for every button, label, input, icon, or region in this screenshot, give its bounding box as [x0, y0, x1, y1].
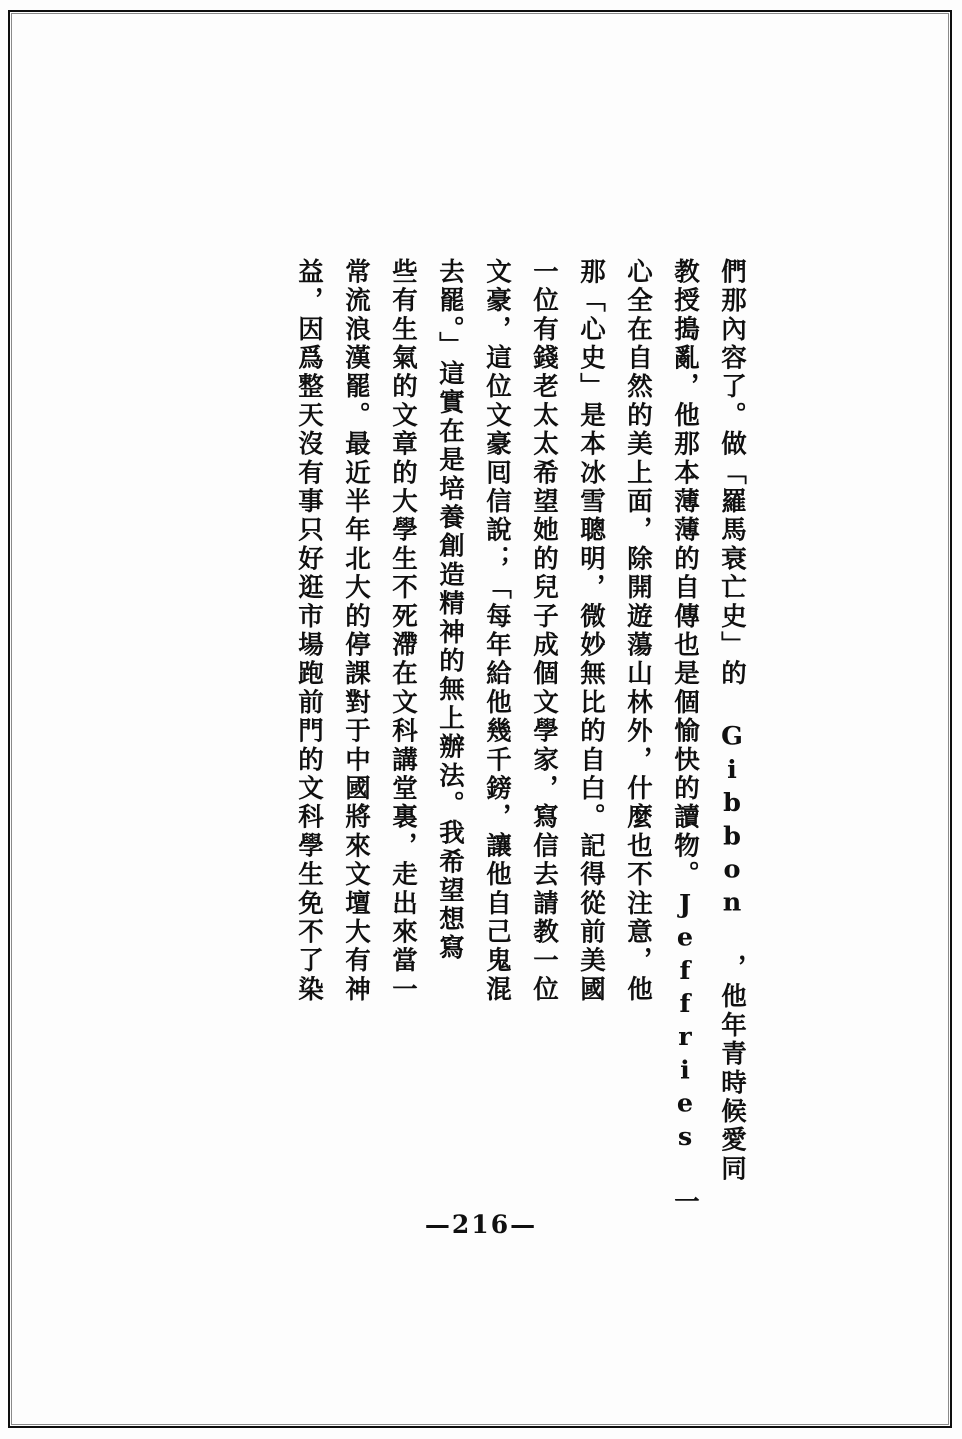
- text-column: 教授搗亂，他那本薄薄的自傳也是個愉快的讀物。Jeffries 一: [670, 258, 700, 1217]
- vertical-text-body: [224, 258, 747, 1217]
- text-column: 去罷。」這實在是培養創造精神的無上辦法。我希望想寫: [435, 258, 465, 963]
- page-number: —216—: [424, 1210, 538, 1239]
- text-column: 益，因爲整天沒有事只好逛市場跑前門的文科學生免不了染: [294, 258, 324, 1005]
- text-column: 們那內容了。做「羅馬衰亡史」的 Gibbon ，他年青時候愛同: [717, 258, 747, 1184]
- text-column: 常流浪漢罷。最近半年北大的停課對于中國將來文壇大有神: [341, 258, 371, 1005]
- text-column: 心全在自然的美上面，除開遊蕩山林外，什麼也不注意，他: [623, 258, 653, 1005]
- text-column: 些有生氣的文章的大學生不死滯在文科講堂裏，走出來當一: [388, 258, 418, 1005]
- text-column: 文豪，這位文豪囘信說；「每年給他幾千鎊，讓他自己鬼混: [482, 258, 512, 1005]
- text-column: 那「心史」是本冰雪聰明，微妙無比的自白。記得從前美國: [576, 258, 606, 1005]
- text-column: 一位有錢老太太希望她的兒子成個文學家，寫信去請教一位: [529, 258, 559, 1005]
